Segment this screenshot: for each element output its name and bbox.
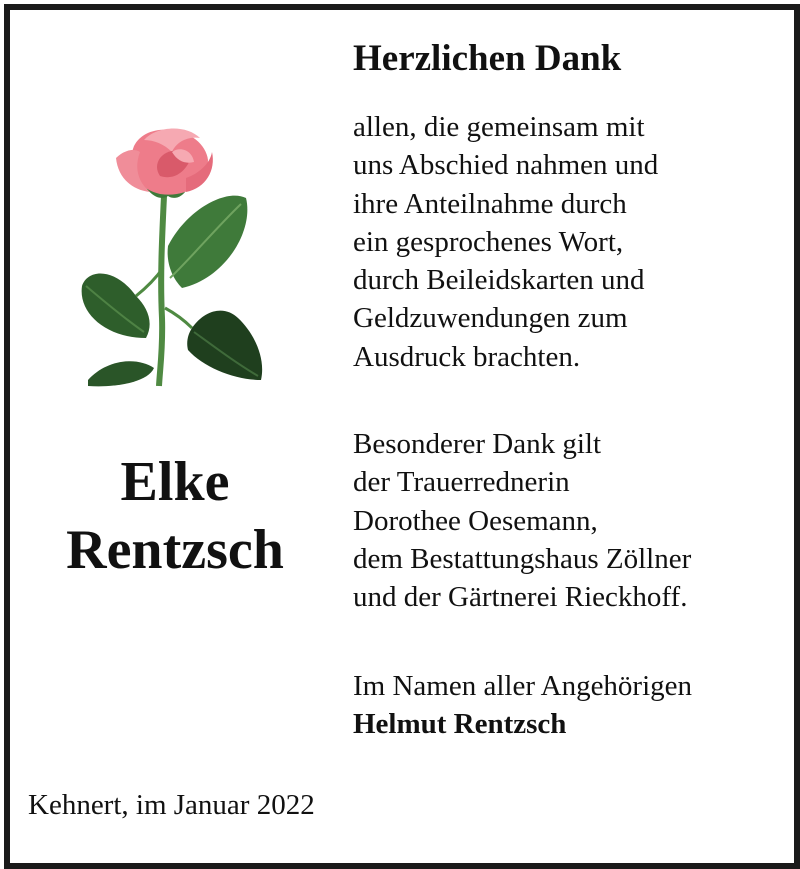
- thanks-line: ihre Anteilnahme durch: [353, 187, 627, 220]
- closing-paragraph: [353, 667, 692, 744]
- special-thanks-line: Dorothee Oesemann,: [353, 504, 598, 537]
- closing-line: Im Namen aller Angehörigen: [353, 670, 693, 702]
- rose-illustration: [76, 118, 271, 388]
- thanks-line: Ausdruck brachten.: [353, 340, 581, 373]
- thanks-line: uns Abschied nahmen und: [353, 149, 659, 182]
- thanks-paragraph: [353, 108, 658, 376]
- special-thanks-paragraph: [353, 425, 691, 616]
- place-date: Kehnert, im Januar 2022: [28, 789, 315, 821]
- thanks-line: ein gesprochenes Wort,: [353, 225, 624, 258]
- deceased-last-name: Rentzsch: [66, 519, 284, 581]
- special-thanks-line: dem Bestattungshaus Zöllner: [353, 542, 692, 575]
- thanks-line: durch Beileidskarten und: [353, 264, 645, 297]
- thanks-line: Geldzuwendungen zum: [353, 302, 628, 335]
- thanks-line: allen, die gemeinsam mit: [353, 111, 645, 143]
- page-title: Herzlichen Dank: [353, 38, 622, 79]
- signer-name: Helmut Rentzsch: [353, 708, 567, 741]
- special-thanks-line: und der Gärtnerei Rieckhoff.: [353, 581, 688, 614]
- special-thanks-line: Besonderer Dank gilt: [353, 428, 602, 460]
- special-thanks-line: der Trauerrednerin: [353, 466, 570, 499]
- deceased-first-name: Elke: [120, 451, 230, 513]
